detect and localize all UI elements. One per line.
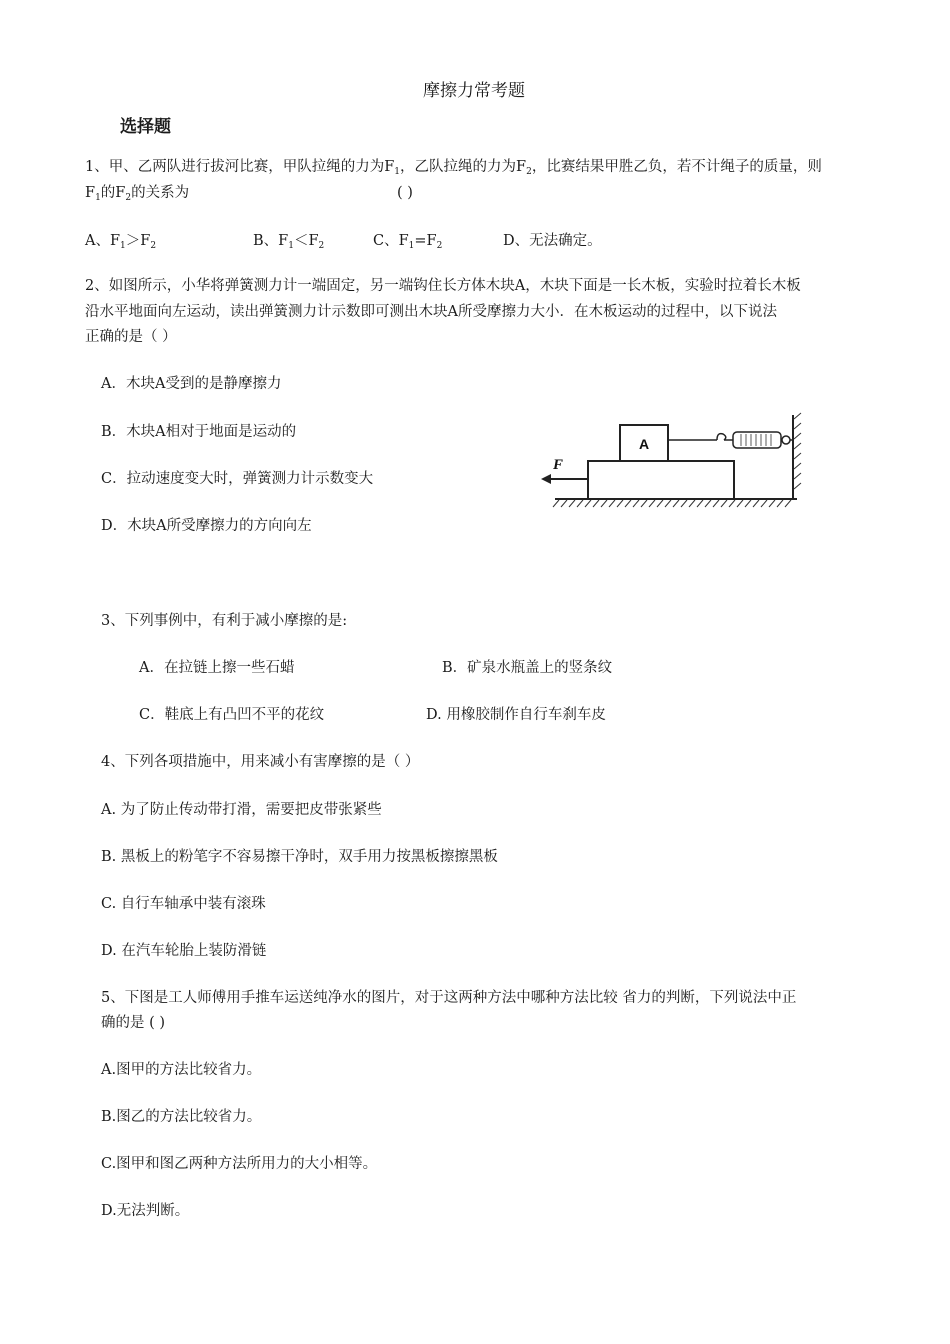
q4-option-c: C. 自行车轴承中装有滚珠 xyxy=(101,896,266,912)
q2-option-c: C．拉动速度变大时，弹簧测力计示数变大 xyxy=(101,471,374,487)
q3-option-b: B．矿泉水瓶盖上的竖条纹 xyxy=(442,660,613,676)
q5-stem-line1: 5、下图是工人师傅用手推车运送纯净水的图片，对于这两种方法中哪种方法比较 省力的判断，下列说法中正 xyxy=(101,990,797,1006)
q2-stem-line2: 沿水平地面向左运动，读出弹簧测力计示数即可测出木块A所受摩擦力大小．在木板运动的过程中，以下说法 xyxy=(85,304,777,320)
q1-option-a: A、$F_1>F_2$ xyxy=(85,233,157,251)
q5-stem-line2: 确的是 ( ) xyxy=(101,1015,166,1031)
force-label: F xyxy=(553,457,564,473)
block-a-label: A xyxy=(638,436,650,452)
q5-option-a: A.图甲的方法比较省力。 xyxy=(101,1062,262,1078)
page-title: 摩擦力常考题 xyxy=(423,81,525,101)
q4-option-b: B. 黑板上的粉笔字不容易擦干净时，双手用力按黑板擦擦黑板 xyxy=(101,849,498,865)
q1-stem-line1: 1、甲、乙两队进行拔河比赛，甲队拉绳的力为$F_1$，乙队拉绳的力为$F_2$，比赛结果甲胜乙负，若不计绳子的质量，则 xyxy=(85,159,822,177)
q3-option-c: C．鞋底上有凸凹不平的花纹 xyxy=(139,707,325,723)
q2-option-b: B．木块A相对于地面是运动的 xyxy=(101,424,297,440)
q5-option-d: D.无法判断。 xyxy=(101,1203,190,1219)
q4-option-a: A. 为了防止传动带打滑，需要把皮带张紧些 xyxy=(101,802,382,818)
q2-option-a: A．木块A受到的是静摩擦力 xyxy=(101,376,282,392)
friction-experiment-figure xyxy=(535,405,810,510)
spring-scale xyxy=(733,432,781,448)
q2-stem-line1: 2、如图所示，小华将弹簧测力计一端固定，另一端钩住长方体木块A，木块下面是一长木板，实验时拉着长木板 xyxy=(85,278,801,294)
q1-option-b: B、$F_1<F_2$ xyxy=(253,233,325,251)
q5-option-b: B.图乙的方法比较省力。 xyxy=(101,1109,262,1125)
scale-ring xyxy=(782,436,790,444)
q3-stem: 3、下列事例中，有利于减小摩擦的是: xyxy=(101,613,348,629)
arrow-head-icon xyxy=(541,474,551,484)
q2-option-d: D．木块A所受摩擦力的方向向左 xyxy=(101,518,312,534)
long-board xyxy=(588,461,734,499)
q3-option-a: A．在拉链上擦一些石蜡 xyxy=(139,660,295,676)
q3-option-d: D. 用橡胶制作自行车刹车皮 xyxy=(426,707,606,723)
ground-hatching xyxy=(553,500,791,507)
q4-option-d: D. 在汽车轮胎上装防滑链 xyxy=(101,943,267,959)
q1-answer-paren: ( ) xyxy=(397,185,413,201)
q5-option-c: C.图甲和图乙两种方法所用力的大小相等。 xyxy=(101,1156,378,1172)
q1-option-c: C、$F_1=F_2$ xyxy=(373,233,443,251)
q1-stem-line2: $F_1$的$F_2$的关系为 xyxy=(85,185,190,203)
q4-stem: 4、下列各项措施中，用来减小有害摩擦的是（ ） xyxy=(101,754,420,770)
q1-option-d: D、无法确定。 xyxy=(503,233,602,249)
wall-hatching xyxy=(794,413,801,489)
hook-icon xyxy=(717,434,726,440)
q2-stem-line3: 正确的是（ ） xyxy=(85,329,177,345)
section-heading: 选择题 xyxy=(120,117,171,137)
